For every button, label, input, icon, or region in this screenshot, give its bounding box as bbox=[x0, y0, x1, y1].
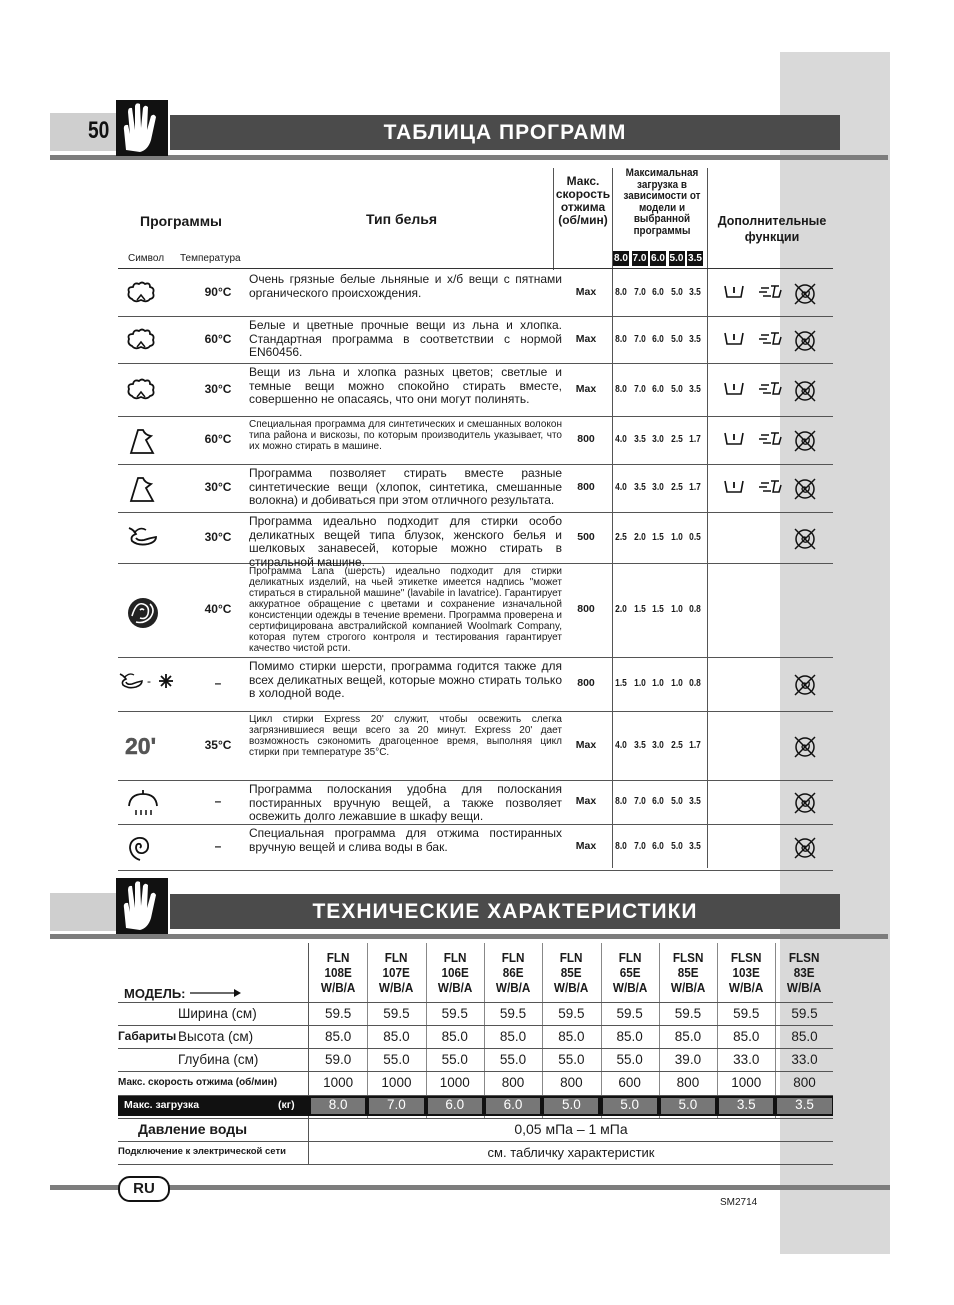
load-value: 2.5 bbox=[615, 530, 627, 543]
spec-value: 59.5 bbox=[499, 1006, 527, 1021]
load-value: 2.0 bbox=[615, 603, 627, 615]
program-max-speed: Max bbox=[575, 738, 597, 751]
no-spin-icon bbox=[793, 527, 817, 551]
prewash-icon bbox=[723, 477, 745, 495]
program-row bbox=[118, 711, 833, 781]
pressure-label: Давление воды bbox=[138, 1121, 248, 1137]
load-value: 6.0 bbox=[652, 382, 664, 395]
spec-label: Макс. скорость отжима (об/мин) bbox=[118, 1077, 278, 1088]
stain-icon bbox=[757, 379, 783, 397]
tech-header-rule bbox=[50, 934, 888, 939]
document-code: SM2714 bbox=[720, 1197, 758, 1208]
model-name-part: FLN bbox=[326, 950, 350, 965]
prewash-icon bbox=[723, 282, 745, 300]
program-temperature: 35°C bbox=[204, 737, 232, 752]
load-value: 3.5 bbox=[689, 840, 701, 852]
no-spin-icon bbox=[793, 282, 817, 306]
program-row bbox=[118, 563, 833, 658]
program-temperature: 90°C bbox=[204, 285, 232, 299]
model-name-part: 85E bbox=[560, 965, 582, 980]
load-value: 3.0 bbox=[652, 433, 664, 445]
load-value: 0.8 bbox=[689, 677, 701, 689]
load-value: 6.0 bbox=[503, 1097, 523, 1112]
header-programs: Программы bbox=[140, 213, 223, 229]
spec-value: 33.0 bbox=[791, 1052, 818, 1067]
cotton-icon bbox=[126, 376, 166, 402]
power-value: см. табличку характеристик bbox=[487, 1145, 655, 1160]
load-value: 7.0 bbox=[633, 382, 646, 395]
load-value: 4.0 bbox=[615, 433, 627, 445]
model-name-part: FLSN bbox=[730, 950, 762, 965]
model-name-part: 106E bbox=[441, 965, 469, 980]
program-description: Очень грязные белые льняные и х/б вещи с пятнами органического происхождения. bbox=[249, 272, 562, 300]
spec-value: 1000 bbox=[323, 1075, 354, 1090]
load-value: 1.0 bbox=[652, 677, 664, 689]
model-name-part: W/B/A bbox=[437, 980, 472, 995]
no-spin-icon bbox=[793, 477, 817, 501]
header-symbol: Символ bbox=[128, 253, 165, 264]
model-label: МОДЕЛЬ: bbox=[124, 986, 186, 1001]
tech-top-band bbox=[50, 893, 120, 931]
load-value: 7.0 bbox=[633, 795, 646, 807]
model-name bbox=[487, 950, 539, 995]
load-value: 8.0 bbox=[615, 840, 627, 852]
spec-value: 85.0 bbox=[558, 1029, 585, 1044]
model-name-part: W/B/A bbox=[379, 980, 414, 995]
model-name-part: FLN bbox=[443, 950, 467, 965]
program-row bbox=[118, 464, 833, 513]
spec-value: 800 bbox=[501, 1075, 525, 1090]
table-line bbox=[118, 1164, 833, 1165]
load-value: 5.0 bbox=[620, 1097, 640, 1112]
model-name-part: 108E bbox=[324, 965, 352, 980]
no-spin-icon bbox=[793, 735, 817, 759]
load-value: 7.0 bbox=[633, 840, 646, 852]
model-name bbox=[312, 950, 364, 995]
program-description: Белые и цветные прочные вещи из льна и хлопка. Стандартная программа в соответствии с нормой EN60456. bbox=[249, 318, 562, 359]
load-level-tab: 7.0 bbox=[632, 253, 647, 264]
load-value: 1.5 bbox=[633, 603, 646, 615]
model-name-part: W/B/A bbox=[554, 980, 589, 995]
program-max-speed: 800 bbox=[577, 603, 595, 615]
load-value: 8.0 bbox=[615, 795, 627, 807]
synthetic-icon bbox=[126, 426, 166, 456]
spec-label: Ширина (см) bbox=[178, 1006, 257, 1021]
load-value: 1.0 bbox=[633, 677, 646, 689]
spec-value: 59.5 bbox=[325, 1006, 352, 1021]
spec-value: 39.0 bbox=[674, 1052, 702, 1067]
load-value: 3.5 bbox=[795, 1097, 814, 1112]
load-value: 5.0 bbox=[670, 286, 683, 298]
load-value: 8.0 bbox=[328, 1097, 348, 1112]
load-value: 6.0 bbox=[652, 840, 664, 852]
load-level-tab: 8.0 bbox=[614, 253, 628, 264]
program-row bbox=[118, 824, 833, 871]
spec-value: 33.0 bbox=[733, 1052, 760, 1067]
program-temperature: 30°C bbox=[204, 529, 232, 544]
program-max-speed: 800 bbox=[577, 433, 595, 445]
model-name-part: FLN bbox=[385, 950, 408, 965]
load-value: 6.0 bbox=[652, 286, 664, 298]
spec-value: 85.0 bbox=[791, 1029, 818, 1044]
spec-value: 55.0 bbox=[558, 1052, 585, 1067]
spec-value: 85.0 bbox=[674, 1029, 702, 1044]
stain-icon bbox=[757, 282, 783, 300]
header-max-load: Максимальная загрузка в зависимости от модели и выбранной программы bbox=[623, 167, 701, 237]
model-name bbox=[603, 950, 655, 995]
model-name-part: FLN bbox=[618, 950, 642, 965]
load-value: 8.0 bbox=[615, 332, 627, 345]
table-line bbox=[118, 1118, 833, 1119]
express-icon bbox=[124, 732, 176, 758]
load-value: 5.0 bbox=[670, 332, 683, 345]
no-spin-icon bbox=[793, 673, 817, 697]
rinse-icon bbox=[126, 788, 166, 816]
program-temperature: – bbox=[214, 794, 222, 808]
program-row bbox=[118, 657, 833, 712]
load-level-tab: 3.5 bbox=[688, 253, 702, 264]
header-top-band bbox=[50, 113, 120, 151]
header-temperature: Температура bbox=[180, 253, 241, 264]
program-max-speed: 500 bbox=[577, 530, 595, 543]
program-description: Программа полоскания удобна для полоскания постиранных вручную вещей, а также позволяет освежить долго лежавшие в шкафу вещи. bbox=[249, 782, 562, 823]
load-level-tab: 6.0 bbox=[651, 253, 665, 264]
load-value: 6.0 bbox=[445, 1097, 465, 1112]
model-name-part: FLSN bbox=[789, 950, 820, 965]
language-badge: RU bbox=[118, 1176, 170, 1202]
svg-text:-: - bbox=[147, 674, 151, 688]
model-name bbox=[370, 950, 422, 995]
model-name bbox=[720, 950, 772, 995]
program-description: Цикл стирки Express 20' служит, чтобы освежить слегка загрязнившиеся вещи всего за 20 минут. Express 20' дает возможность сэкономить драгоценное время, выполняя цикл стирки при температуре 35°C. bbox=[249, 714, 562, 758]
model-name-part: W/B/A bbox=[495, 980, 531, 995]
spin-icon bbox=[126, 833, 166, 863]
no-spin-icon bbox=[793, 379, 817, 403]
table-line bbox=[118, 1025, 833, 1026]
model-name-part: W/B/A bbox=[612, 980, 647, 995]
load-value: 3.5 bbox=[633, 433, 646, 445]
load-value: 3.5 bbox=[689, 286, 701, 298]
spec-value: 59.5 bbox=[441, 1006, 468, 1021]
page-number: 50 bbox=[88, 117, 110, 144]
spec-value: 59.5 bbox=[616, 1006, 643, 1021]
program-row bbox=[118, 512, 833, 569]
program-max-speed: 800 bbox=[577, 481, 595, 493]
load-value: 2.0 bbox=[633, 530, 646, 543]
spec-value: 85.0 bbox=[441, 1029, 468, 1044]
load-value: 2.5 bbox=[670, 738, 683, 751]
program-max-speed: Max bbox=[575, 382, 597, 395]
model-name-part: 86E bbox=[502, 965, 524, 980]
wool-icon bbox=[126, 596, 166, 630]
load-value: 4.0 bbox=[615, 481, 627, 493]
no-spin-icon bbox=[793, 836, 817, 860]
load-value: 5.0 bbox=[670, 382, 683, 395]
load-value: 5.0 bbox=[561, 1097, 581, 1112]
load-value: 3.5 bbox=[736, 1097, 756, 1112]
spec-value: 59.5 bbox=[733, 1006, 760, 1021]
load-value: 8.0 bbox=[615, 382, 627, 395]
spec-value: 55.0 bbox=[441, 1052, 468, 1067]
prewash-icon bbox=[723, 379, 745, 397]
spec-value: 1000 bbox=[381, 1075, 412, 1090]
spec-label: Высота (см) bbox=[178, 1029, 254, 1044]
pressure-value: 0,05 мПа – 1 мПа bbox=[514, 1121, 628, 1137]
load-value: 6.0 bbox=[652, 795, 664, 807]
spec-value: 59.5 bbox=[674, 1006, 702, 1021]
model-name-part: 107E bbox=[382, 965, 411, 980]
spec-value: 85.0 bbox=[383, 1029, 410, 1044]
load-value: 3.5 bbox=[689, 382, 701, 395]
hand-icon bbox=[116, 878, 168, 934]
spec-value: 55.0 bbox=[499, 1052, 527, 1067]
spec-value: 85.0 bbox=[733, 1029, 760, 1044]
stain-icon bbox=[757, 429, 783, 447]
model-name-part: W/B/A bbox=[670, 980, 706, 995]
load-value: 3.0 bbox=[652, 481, 664, 493]
load-value: 4.0 bbox=[615, 738, 627, 751]
model-name bbox=[662, 950, 714, 995]
program-row bbox=[118, 270, 833, 317]
prewash-icon bbox=[723, 429, 745, 447]
load-value: 2.5 bbox=[670, 481, 683, 493]
program-row bbox=[118, 363, 833, 417]
program-max-speed: Max bbox=[575, 286, 597, 298]
program-row bbox=[118, 416, 833, 465]
program-temperature: 60°C bbox=[204, 331, 232, 346]
load-value: 1.0 bbox=[670, 677, 683, 689]
program-temperature: 30°C bbox=[204, 480, 232, 494]
program-temperature: 30°C bbox=[204, 381, 232, 396]
spec-value: 59.5 bbox=[558, 1006, 585, 1021]
footer-rule bbox=[50, 1185, 890, 1190]
spec-value: 59.5 bbox=[791, 1006, 818, 1021]
synthetic-icon bbox=[126, 474, 166, 504]
program-max-speed: Max bbox=[575, 795, 597, 807]
program-max-speed: Max bbox=[575, 840, 597, 852]
model-name-part: W/B/A bbox=[320, 980, 356, 995]
load-value: 1.5 bbox=[652, 603, 664, 615]
program-description: Программа позволяет стирать вместе разные синтетические вещи (хлопок, синтетика, смешанные волокна) и добиваться при этом отличного результата. bbox=[249, 466, 562, 507]
program-temperature: – bbox=[214, 676, 222, 690]
load-value: 8.0 bbox=[615, 286, 627, 298]
header-max-speed: Макс. скорость отжима (об/мин) bbox=[555, 174, 611, 227]
program-description: Вещи из льна и хлопка разных цветов; светлые и темные вещи можно спокойно стирать вместе, совершенно не опасаясь, что они могут полинять. bbox=[249, 365, 562, 406]
spec-value: 800 bbox=[793, 1075, 816, 1090]
power-label: Подключение к электрической сети bbox=[118, 1146, 286, 1157]
load-value: 5.0 bbox=[670, 795, 683, 807]
load-value: 3.5 bbox=[633, 481, 646, 493]
program-description: Помимо стирки шерсти, программа годится также для всех деликатных вещей, которые можно стирать только в холодной воде. bbox=[249, 659, 562, 700]
spec-label: Глубина (см) bbox=[178, 1052, 259, 1067]
table-line bbox=[118, 1141, 833, 1142]
load-level-tab: 5.0 bbox=[669, 253, 684, 264]
load-label: Макс. загрузка bbox=[124, 1099, 200, 1111]
load-value: 7.0 bbox=[633, 332, 646, 345]
program-description: Программа идеально подходит для стирки особо деликатных вещей типа блузок, женского белья и шелковых занавесей, которые можно стирать в стиральной машине. bbox=[249, 514, 562, 569]
spec-value: 55.0 bbox=[616, 1052, 643, 1067]
spec-value: 85.0 bbox=[325, 1029, 352, 1044]
header-bottom-line bbox=[118, 268, 833, 269]
table-line bbox=[118, 1048, 833, 1049]
spec-value: 59.0 bbox=[325, 1052, 352, 1067]
model-name-part: FLN bbox=[559, 950, 583, 965]
spec-value: 55.0 bbox=[383, 1052, 410, 1067]
program-description: Специальная программа для отжима постиранных вручную вещей и слива воды в бак. bbox=[249, 826, 562, 854]
delicate-icon bbox=[126, 524, 166, 548]
load-value: 0.8 bbox=[689, 603, 701, 615]
model-name-part: 65E bbox=[619, 965, 641, 980]
load-value: 5.0 bbox=[670, 840, 683, 852]
program-temperature: 40°C bbox=[204, 602, 232, 616]
spec-value: 85.0 bbox=[499, 1029, 527, 1044]
load-value: 7.0 bbox=[387, 1097, 406, 1112]
program-description: Специальная программа для синтетических и смешанных волокон типа района и вискозы, по которым производитель указывает, что их можно стирать в машине. bbox=[249, 419, 562, 452]
section-title-tech: ТЕХНИЧЕСКИЕ ХАРАКТЕРИСТИКИ bbox=[170, 894, 840, 929]
load-value: 1.0 bbox=[670, 603, 683, 615]
svg-text:20': 20' bbox=[125, 732, 157, 758]
model-name-part: 85E bbox=[677, 965, 699, 980]
model-name bbox=[429, 950, 481, 995]
program-row bbox=[118, 780, 833, 825]
cotton-icon bbox=[126, 279, 166, 305]
model-name bbox=[778, 950, 830, 995]
no-spin-icon bbox=[793, 429, 817, 453]
no-spin-icon bbox=[793, 791, 817, 815]
arrow-right-icon bbox=[190, 988, 242, 998]
model-name-part: FLSN bbox=[672, 950, 704, 965]
program-max-speed: Max bbox=[575, 332, 597, 345]
model-name-part: 83E bbox=[794, 965, 815, 980]
col-divider bbox=[553, 168, 554, 270]
load-unit: (кг) bbox=[278, 1099, 295, 1111]
header-fabric-type: Тип белья bbox=[366, 211, 438, 227]
model-name-part: FLN bbox=[501, 950, 525, 965]
table-line bbox=[118, 1002, 833, 1003]
dims-label: Габариты bbox=[118, 1029, 177, 1043]
program-row bbox=[118, 316, 833, 364]
load-value: 3.0 bbox=[652, 738, 664, 751]
load-value: 3.5 bbox=[689, 795, 701, 807]
model-name-part: W/B/A bbox=[729, 980, 764, 995]
spec-value: 1000 bbox=[439, 1075, 470, 1090]
header-rule bbox=[50, 155, 888, 160]
load-value: 1.7 bbox=[689, 481, 701, 493]
load-value: 3.5 bbox=[633, 738, 646, 751]
section-title-programs: ТАБЛИЦА ПРОГРАММ bbox=[170, 115, 840, 150]
load-value: 1.5 bbox=[615, 677, 627, 689]
load-value: 1.5 bbox=[652, 530, 664, 543]
table-line bbox=[118, 1071, 833, 1072]
spec-value: 800 bbox=[676, 1075, 700, 1090]
load-value: 2.5 bbox=[670, 433, 683, 445]
program-temperature: 60°C bbox=[204, 432, 232, 446]
stain-icon bbox=[757, 477, 783, 495]
load-value: 6.0 bbox=[652, 332, 664, 345]
prewash-icon bbox=[723, 329, 745, 347]
no-spin-icon bbox=[793, 329, 817, 353]
cotton-icon bbox=[126, 326, 166, 352]
program-temperature: – bbox=[214, 839, 222, 853]
load-value: 1.7 bbox=[689, 738, 701, 751]
model-name-part: 103E bbox=[732, 965, 760, 980]
load-value: 5.0 bbox=[678, 1097, 698, 1112]
load-value: 1.0 bbox=[670, 530, 683, 543]
load-value: 0.5 bbox=[689, 530, 701, 543]
spec-value: 59.5 bbox=[383, 1006, 410, 1021]
spec-value: 85.0 bbox=[616, 1029, 643, 1044]
load-value: 1.7 bbox=[689, 433, 701, 445]
stain-icon bbox=[757, 329, 783, 347]
model-name bbox=[545, 950, 597, 995]
hand-icon bbox=[116, 100, 168, 156]
model-name-part: W/B/A bbox=[787, 980, 822, 995]
spec-value: 800 bbox=[560, 1075, 583, 1090]
load-value: 7.0 bbox=[633, 286, 646, 298]
delicate-cold-icon bbox=[118, 670, 178, 692]
spec-value: 600 bbox=[618, 1075, 641, 1090]
spec-value: 1000 bbox=[731, 1075, 762, 1090]
load-value: 3.5 bbox=[689, 332, 701, 345]
program-max-speed: 800 bbox=[577, 677, 595, 689]
header-extras: Дополнительные функции bbox=[717, 214, 827, 244]
program-description: Программа Lana (шерсть) идеально подходит для стирки деликатных изделий, на чьей этикетке имеется надпись "может стираться в стиральной машине" (lavabile in lavatrice). Гарантирует аккуратное обращение с цветами и сохранение изначальной консистенции одежды в течение времени. Программа проверена и сертифицирована австралийской компанией Woolmark Company, которая путем строгого контроля и тестирования гарантирует качество чистой рсти. bbox=[249, 566, 562, 654]
